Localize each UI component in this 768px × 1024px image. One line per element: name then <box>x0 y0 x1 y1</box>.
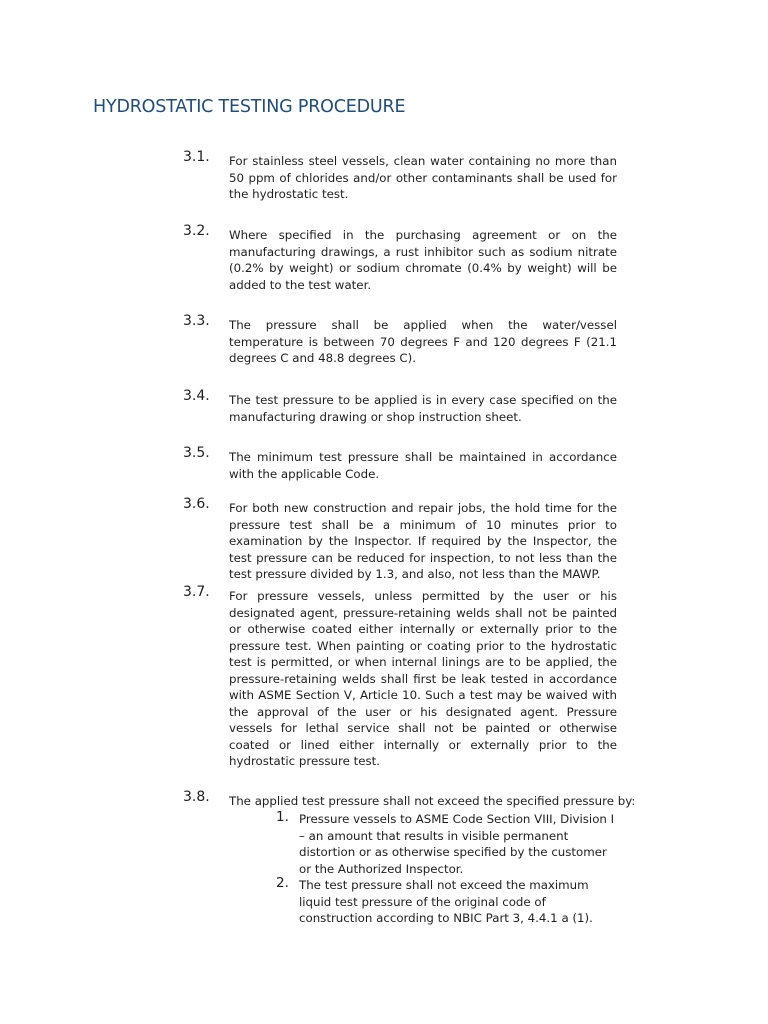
section-text: The minimum test pressure shall be maintained in accordance with the applicable Code. <box>229 450 617 481</box>
section-text: For both new construction and repair jobs, the hold time for the pressure test shall be a minimum of 10 minutes prior to examination by the Inspector. If required by the Inspector, the test pressure can be reduced for inspection, to not less than the test pressure divided by 1.3, and also, not less than the MAWP. <box>229 501 617 581</box>
section-text: The applied test pressure shall not exceed the specified pressure by: <box>229 794 636 808</box>
list-item <box>276 877 617 927</box>
list-item <box>276 811 617 877</box>
section-number: 3.7. <box>183 584 210 600</box>
section-number: 3.6. <box>183 496 210 512</box>
section-text: For pressure vessels, unless permitted by the user or his designated agent, pressure-retaining welds shall not be painted or otherwise coated either internally or externally prior to the pressure test. When painting or coating prior to the hydrostatic test is permitted, or when internal linings are to be applied, the pressure-retaining welds shall first be leak tested in accordance with ASME Section V, Article 10. Such a test may be waived with the approval of the user or his designated agent. Pressure vessels for lethal service shall not be painted or otherwise coated or lined either internally or externally prior to the hydrostatic pressure test. <box>229 589 617 768</box>
section-number: 3.3. <box>183 313 210 329</box>
list-item-number: 2. <box>276 875 289 891</box>
section-number: 3.5. <box>183 445 210 461</box>
section-number: 3.2. <box>183 223 210 239</box>
section-text: Where specified in the purchasing agreement or on the manufacturing drawings, a rust inhibitor such as sodium nitrate (0.2% by weight) or sodium chromate (0.4% by weight) will be added to the test water. <box>229 228 617 292</box>
sublist <box>276 811 617 927</box>
list-item-text: Pressure vessels to ASME Code Section VIII, Division I – an amount that results in visible permanent distortion or as otherwise specified by the customer or the Authorized Inspector. <box>299 812 615 876</box>
section-number: 3.1. <box>183 149 210 165</box>
section-text: The test pressure to be applied is in every case specified on the manufacturing drawing or shop instruction sheet. <box>229 393 617 424</box>
list-item-number: 1. <box>276 809 289 825</box>
section-number: 3.4. <box>183 388 210 404</box>
section-number: 3.8. <box>183 789 210 805</box>
section-text: For stainless steel vessels, clean water containing no more than 50 ppm of chlorides and/or other contaminants shall be used for the hydrostatic test. <box>229 154 617 201</box>
list-item-text: The test pressure shall not exceed the maximum liquid test pressure of the original code of construction according to NBIC Part 3, 4.4.1 a (1). <box>299 878 593 925</box>
section-text: The pressure shall be applied when the water/vessel temperature is between 70 degrees F and 120 degrees F (21.1 degrees C and 48.8 degrees C). <box>229 318 617 365</box>
page-title: HYDROSTATIC TESTING PROCEDURE <box>93 97 406 117</box>
